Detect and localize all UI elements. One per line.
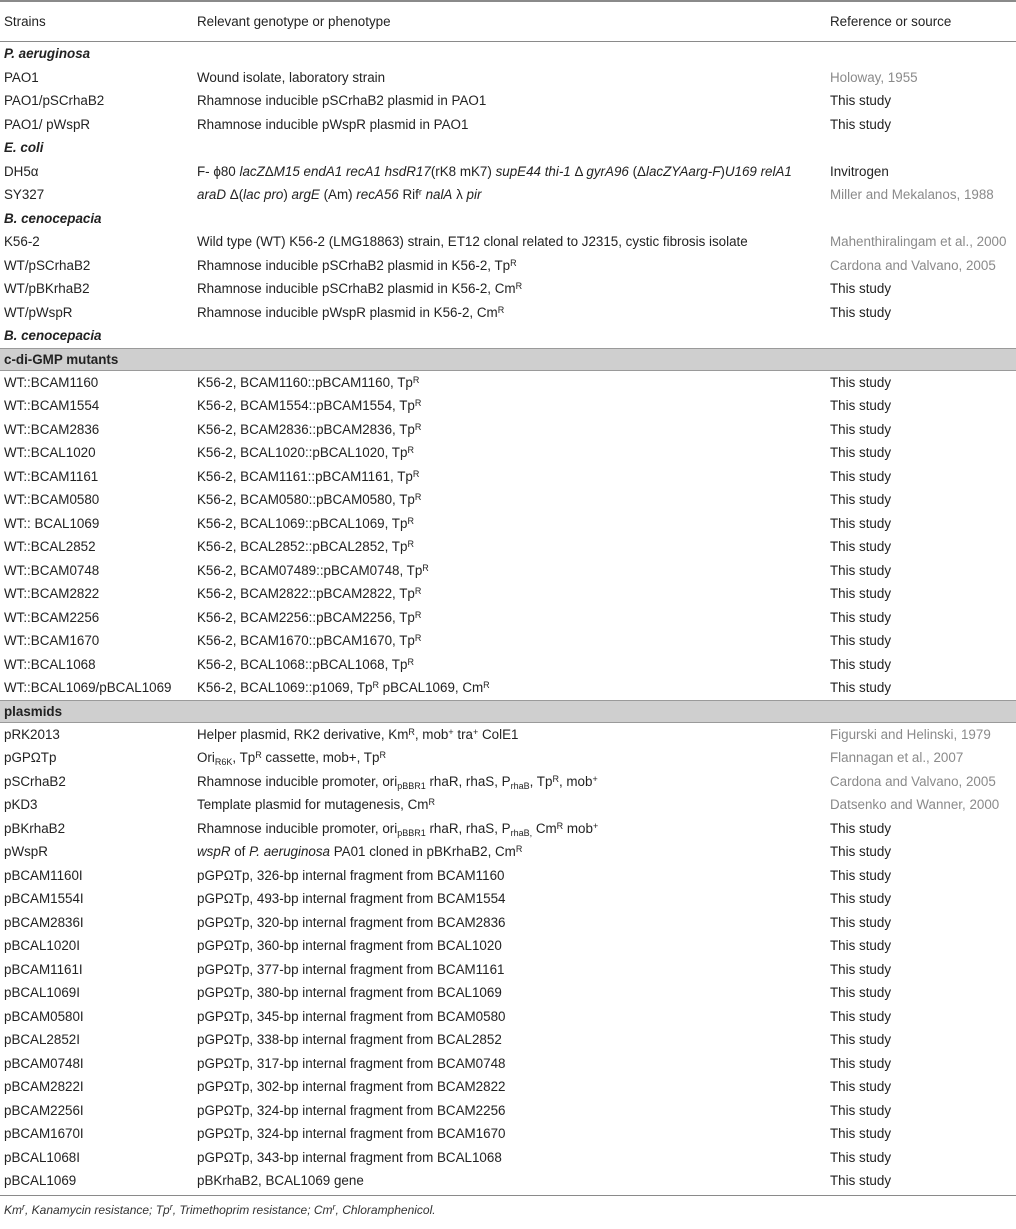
reference-cell: This study [830,985,892,1000]
strain-cell: WT::BCAL1069/pBCAL1069 [4,680,172,695]
reference-cell: This study [830,1126,892,1141]
table-row [0,465,1016,489]
strain-cell: pRK2013 [4,726,60,742]
reference-cell: This study [830,281,892,296]
table-row [0,1005,1016,1029]
strain-cell: pBCAM1554I [4,891,84,906]
genotype-cell: pBKrhaB2, BCAL1069 gene [197,1173,364,1188]
genotype-cell: pGPΩTp, 493-bp internal fragment from BCAM1554 [197,891,506,906]
genotype-cell: K56-2, BCAL1069::p1069, $Tp^R$ pBCAL1069, $Cm^R$ [197,680,490,695]
strain-cell: PAO1 [4,69,39,85]
reference-cell: This study [830,539,892,554]
section-heading-row [0,348,1016,371]
reference-cell: This study [830,633,892,648]
table-row [0,582,1016,606]
strain-cell: pBCAM2836I [4,914,84,930]
genotype-cell: Wild type (WT) K56-2 (LMG18863) strain, ET12 clonal related to J2315, cystic fibrosis isolate [197,234,748,249]
strain-cell: WT::BCAM2822 [4,586,100,601]
strain-cell: WT:: BCAL1069 [4,515,100,531]
table-row [0,254,1016,278]
reference-cell: This study [830,445,892,460]
table-row [0,394,1016,418]
strain-cell: WT::BCAM2836 [4,421,100,437]
strain-cell: pBCAM1161I [4,961,83,977]
reference-cell: Holoway, 1955 [830,69,918,85]
genotype-cell: pGPΩTp, 338-bp internal fragment from BCAL2852 [197,1032,502,1047]
genotype-cell: K56-2, BCAM2256::pBCAM2256, $Tp^R$ [197,609,422,625]
strain-cell: DH5α [4,163,39,179]
table-row [0,981,1016,1005]
genotype-cell: K56-2, BCAM1554::pBCAM1554, $Tp^R$ [197,398,422,413]
genotype-cell: pGPΩTp, 317-bp internal fragment from BCAM0748 [197,1055,506,1071]
genotype-cell: K56-2, BCAL2852::pBCAL2852, $Tp^R$ [197,539,414,554]
organism-label: B. cenocepacia [4,328,102,343]
table-row [0,230,1016,254]
table-row [0,535,1016,559]
group-heading-row [0,207,1016,231]
genotype-cell: K56-2, BCAL1068::pBCAL1068, $Tp^R$ [197,656,414,672]
reference-cell: This study [830,867,892,883]
strain-cell: pBCAM0748I [4,1055,84,1071]
strain-cell: pBCAM0580I [4,1008,84,1024]
genotype-cell: Template plasmid for mutagenesis, $Cm^R$ [197,797,435,812]
reference-cell: This study [830,304,892,320]
reference-cell: This study [830,961,892,977]
genotype-cell: Ori$_{R6K}$, $Tp^R$ cassette, mob+, $Tp^R$ [197,750,386,767]
reference-cell: This study [830,1149,892,1165]
genotype-cell: Rhamnose inducible pWspR plasmid in PAO1 [197,116,469,132]
reference-cell: This study [830,93,892,108]
reference-cell: Invitrogen [830,163,889,179]
organism-label: P. aeruginosa [4,46,91,61]
section-label: plasmids [4,703,63,719]
reference-cell: This study [830,609,892,625]
genotype-cell: pGPΩTp, 380-bp internal fragment from BCAL1069 [197,985,502,1000]
table-header [0,0,1016,42]
genotype-cell: K56-2, BCAM1161::pBCAM1161, $Tp^R$ [197,468,420,484]
table-row [0,1028,1016,1052]
reference-cell: This study [830,562,892,578]
reference-cell: This study [830,1079,892,1094]
table-row [0,817,1016,841]
table-row [0,864,1016,888]
table-row [0,301,1016,325]
reference-cell: This study [830,374,892,390]
strain-cell: pBCAL1069 [4,1173,77,1188]
table-row [0,1146,1016,1170]
table-row [0,66,1016,90]
strain-cell: PAO1/ pWspR [4,116,91,132]
strain-cell: pBCAM2256I [4,1102,84,1118]
strain-cell: WT::BCAM2256 [4,609,100,625]
reference-cell: This study [830,680,892,695]
footnote: Km$^r$, Kanamycin resistance; Tp$^r$, Trimethoprim resistance; Cm$^r$, Chloramphenicol. [4,1202,436,1217]
genotype-cell: Rhamnose inducible pWspR plasmid in K56-2, $Cm^R$ [197,304,505,320]
table-row [0,793,1016,817]
strain-cell: WT::BCAM1161 [4,468,99,484]
strain-cell: K56-2 [4,234,40,249]
genotype-cell: pGPΩTp, 320-bp internal fragment from BCAM2836 [197,914,506,930]
header-genotype: Relevant genotype or phenotype [197,14,391,29]
genotype-cell: Helper plasmid, RK2 derivative, $Km^R$, mob+ tra+ ColE1 [197,726,519,742]
genotype-cell: pGPΩTp, 343-bp internal fragment from BCAL1068 [197,1149,502,1165]
strain-cell: WT::BCAL1020 [4,445,96,460]
table-row [0,840,1016,864]
strain-cell: WT::BCAM1160 [4,374,99,390]
reference-cell: Cardona and Valvano, 2005 [830,257,996,273]
strain-cell: pSCrhaB2 [4,773,66,789]
table-row [0,183,1016,207]
genotype-cell: pGPΩTp, 345-bp internal fragment from BCAM0580 [197,1008,506,1024]
strain-cell: WT::BCAM1670 [4,633,100,648]
group-heading-row [0,42,1016,66]
genotype-cell: K56-2, BCAM0580::pBCAM0580, $Tp^R$ [197,492,422,507]
table-row [0,606,1016,630]
table-row [0,676,1016,700]
table-row [0,441,1016,465]
genotype-cell: pGPΩTp, 360-bp internal fragment from BCAL1020 [197,938,502,953]
table-row [0,488,1016,512]
strain-cell: pGPΩTp [4,750,57,765]
table-row [0,418,1016,442]
header-reference: Reference or source [830,14,952,29]
genotype-cell: pGPΩTp, 377-bp internal fragment from BCAM1161 [197,961,505,977]
strain-cell: pBCAM1160I [4,867,83,883]
strain-cell: WT/pBKrhaB2 [4,281,90,296]
genotype-cell: K56-2, BCAL1020::pBCAL1020, $Tp^R$ [197,445,414,460]
strain-cell: pBCAL1069I [4,985,80,1000]
table-row [0,1075,1016,1099]
strain-cell: WT::BCAL1068 [4,656,96,672]
reference-cell: This study [830,891,892,906]
reference-cell: This study [830,398,892,413]
strain-cell: pBCAM1670I [4,1126,84,1141]
header-strains: Strains [4,14,46,29]
table-row [0,89,1016,113]
strain-cell: WT::BCAM0580 [4,492,100,507]
reference-cell: This study [830,468,892,484]
genotype-cell: K56-2, BCAM1670::pBCAM1670, $Tp^R$ [197,633,422,648]
reference-cell: Mahenthiralingam et al., 2000 [830,234,1007,249]
section-heading-row [0,700,1016,723]
strain-cell: pBCAL2852I [4,1032,80,1047]
strain-cell: SY327 [4,187,45,202]
strain-cell: WT/pWspR [4,304,73,320]
section-label: c-di-GMP mutants [4,351,119,367]
table-row [0,653,1016,677]
genotype-cell: pGPΩTp, 326-bp internal fragment from BCAM1160 [197,867,505,883]
genotype-cell: wspR of P. aeruginosa PA01 cloned in pBKrhaB2, $Cm^R$ [197,844,523,859]
table-row [0,371,1016,395]
reference-cell: This study [830,1008,892,1024]
genotype-cell: Rhamnose inducible pSCrhaB2 plasmid in K56-2, $Cm^R$ [197,281,523,296]
organism-label: E. coli [4,140,44,155]
genotype-cell: pGPΩTp, 324-bp internal fragment from BCAM1670 [197,1126,506,1141]
strain-cell: pBCAL1020I [4,938,80,953]
strain-cell: pBCAL1068I [4,1149,80,1165]
genotype-cell: pGPΩTp, 324-bp internal fragment from BCAM2256 [197,1102,506,1118]
strain-cell: WT::BCAL2852 [4,539,96,554]
strain-cell: WT::BCAM1554 [4,398,100,413]
group-heading-row [0,136,1016,160]
reference-cell: This study [830,1055,892,1071]
table-row [0,770,1016,794]
reference-cell: Datsenko and Wanner, 2000 [830,797,1000,812]
group-heading-row [0,324,1016,348]
reference-cell: This study [830,1173,892,1188]
reference-cell: Flannagan et al., 2007 [830,750,964,765]
reference-cell: Figurski and Helinski, 1979 [830,726,991,742]
strain-cell: pKD3 [4,797,38,812]
strain-cell: pBCAM2822I [4,1079,84,1094]
genotype-cell: K56-2, BCAM07489::pBCAM0748, $Tp^R$ [197,562,429,578]
strain-cell: PAO1/pSCrhaB2 [4,93,105,108]
table-row [0,160,1016,184]
genotype-cell: Rhamnose inducible pSCrhaB2 plasmid in K56-2, $Tp^R$ [197,257,517,273]
reference-cell: This study [830,421,892,437]
table-row [0,113,1016,137]
reference-cell: This study [830,515,892,531]
strain-cell: pBKrhaB2 [4,820,66,836]
reference-cell: This study [830,116,892,132]
table-row [0,887,1016,911]
footer-rule [0,1195,1016,1196]
reference-cell: This study [830,914,892,930]
genotype-cell: Wound isolate, laboratory strain [197,69,386,85]
genotype-cell: K56-2, BCAM1160::pBCAM1160, $Tp^R$ [197,374,420,390]
table-row [0,1169,1016,1193]
genotype-cell: Rhamnose inducible promoter, ori$_{pBBR1}$ rhaR, rhaS, $P_{rhaB}$, $Tp^R$, mob+ [197,773,598,791]
reference-cell: Miller and Mekalanos, 1988 [830,187,994,202]
genotype-cell: K56-2, BCAM2822::pBCAM2822, $Tp^R$ [197,586,422,601]
table-row [0,1052,1016,1076]
table-row [0,934,1016,958]
organism-label: B. cenocepacia [4,210,102,226]
genotype-cell: Rhamnose inducible promoter, ori$_{pBBR1}$ rhaR, rhaS, $P_{rhaB,}$ $Cm^R$ mob+ [197,820,599,838]
genotype-cell: K56-2, BCAL1069::pBCAL1069, $Tp^R$ [197,515,414,531]
reference-cell: Cardona and Valvano, 2005 [830,773,996,789]
genotype-cell: K56-2, BCAM2836::pBCAM2836, $Tp^R$ [197,421,422,437]
reference-cell: This study [830,844,892,859]
reference-cell: This study [830,1032,892,1047]
reference-cell: This study [830,492,892,507]
genotype-cell: F- ϕ80 lacZΔM15 endA1 recA1 hsdR17(rK8 mK7) supE44 thi-1 Δ gyrA96 (ΔlacZYAarg-F)U169 relA1 [197,163,792,179]
genotype-cell: Rhamnose inducible pSCrhaB2 plasmid in PAO1 [197,93,487,108]
reference-cell: This study [830,656,892,672]
table-row [0,512,1016,536]
strain-cell: pWspR [4,844,48,859]
reference-cell: This study [830,820,892,836]
strain-cell: WT::BCAM0748 [4,562,100,578]
table-row [0,277,1016,301]
table-row [0,911,1016,935]
strain-cell: WT/pSCrhaB2 [4,257,91,273]
table-row [0,559,1016,583]
reference-cell: This study [830,938,892,953]
table-row [0,1099,1016,1123]
genotype-cell: araD Δ(lac pro) argE (Am) recA56 Rif$^r$ nalA λ pir [197,187,482,202]
reference-cell: This study [830,1102,892,1118]
table-row [0,1122,1016,1146]
genotype-cell: pGPΩTp, 302-bp internal fragment from BCAM2822 [197,1079,506,1094]
table-row [0,723,1016,747]
table-row [0,629,1016,653]
table-row [0,958,1016,982]
table-row [0,746,1016,770]
reference-cell: This study [830,586,892,601]
table-body [0,42,1016,1193]
